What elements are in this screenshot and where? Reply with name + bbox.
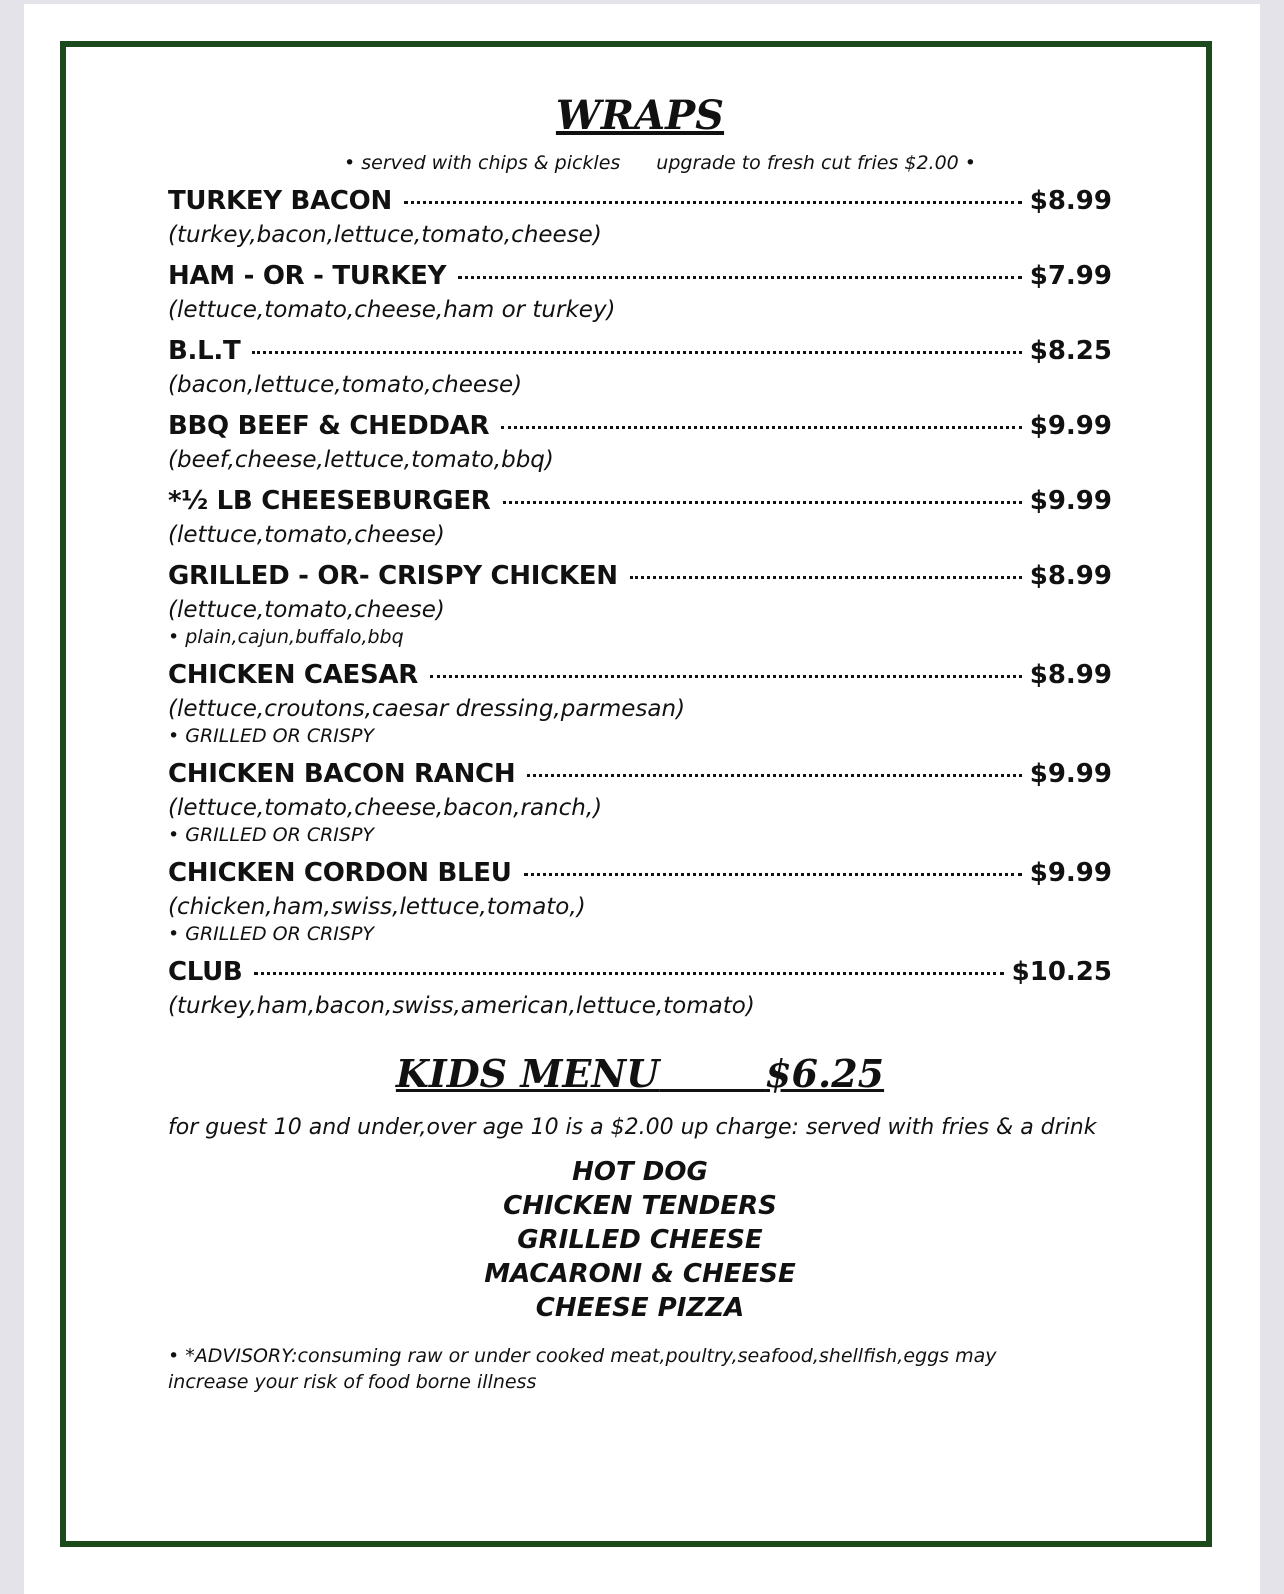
menu-item [168,660,1112,748]
item-name: BBQ BEEF & CHEDDAR [168,411,490,441]
menu-item [168,336,1112,400]
item-description: (lettuce,tomato,cheese,ham or turkey) [168,297,616,323]
item-name: B.L.T [168,336,241,366]
item-price: $9.99 [1029,486,1112,516]
dot-leader [458,276,1022,279]
menu-sheet [24,4,1260,1594]
item-price: $8.99 [1029,561,1112,591]
item-price: $8.99 [1029,186,1112,216]
menu-item [168,186,1112,250]
dot-leader [252,351,1021,354]
dot-leader [524,873,1022,876]
dot-leader [430,675,1022,678]
item-description: (turkey,ham,bacon,swiss,american,lettuce,tomato) [168,993,755,1019]
advisory-note: • *ADVISORY:consuming raw or under cooked meat,poultry,seafood,shellfish,eggs may increase your risk of food borne illness [168,1345,997,1393]
kids-item: GRILLED CHEESE [517,1225,763,1255]
menu-item [168,858,1112,946]
item-name: HAM - OR - TURKEY [168,261,447,291]
item-name: CHICKEN BACON RANCH [168,759,516,789]
item-name: CLUB [168,957,243,987]
dot-leader [630,576,1022,579]
menu-item [168,759,1112,847]
menu-item [168,486,1112,550]
menu-item [168,561,1112,649]
item-description: (turkey,bacon,lettuce,tomato,cheese) [168,222,602,248]
item-description: (beef,cheese,lettuce,tomato,bbq) [168,447,554,473]
dot-leader [501,426,1022,429]
item-description: (bacon,lettuce,tomato,cheese) [168,372,523,398]
kids-item: HOT DOG [572,1157,708,1187]
item-description: (lettuce,croutons,caesar dressing,parmesan) [168,696,686,722]
item-price: $8.25 [1029,336,1112,366]
item-description: (lettuce,tomato,cheese) [168,522,445,548]
item-note: • GRILLED OR CRISPY [168,923,375,945]
item-description: (lettuce,tomato,cheese,bacon,ranch,) [168,795,603,821]
item-price: $9.99 [1029,858,1112,888]
wraps-list [168,186,1112,1021]
item-note: • plain,cajun,buffalo,bbq [168,626,404,648]
item-name: CHICKEN CORDON BLEU [168,858,512,888]
dot-leader [404,201,1022,204]
item-price: $10.25 [1011,957,1112,987]
item-name: TURKEY BACON [168,186,392,216]
item-price: $7.99 [1029,261,1112,291]
kids-menu-price: $6.25 [765,1051,885,1096]
item-description: (chicken,ham,swiss,lettuce,tomato,) [168,894,586,920]
item-name: CHICKEN CAESAR [168,660,418,690]
item-note: • GRILLED OR CRISPY [168,725,375,747]
kids-item: MACARONI & CHEESE [484,1259,796,1289]
kids-menu-description: for guest 10 and under,over age 10 is a $2.00 up charge: served with fries & a drink [168,1115,1097,1140]
item-note: • GRILLED OR CRISPY [168,824,375,846]
kids-menu-list [168,1155,1112,1325]
wraps-title: WRAPS [555,92,725,139]
served-with-note: • served with chips & pickles [343,152,621,174]
menu-item [168,261,1112,325]
dot-leader [254,972,1003,975]
menu-item [168,411,1112,475]
kids-item: CHICKEN TENDERS [503,1191,777,1221]
kids-menu-title: KIDS MENU [395,1051,660,1096]
kids-item: CHEESE PIZZA [535,1293,745,1323]
menu-content [168,74,1112,1395]
wraps-subline [168,152,1112,174]
dot-leader [527,774,1021,777]
item-price: $8.99 [1029,660,1112,690]
item-name: GRILLED - OR- CRISPY CHICKEN [168,561,618,591]
kids-menu-heading [168,1049,1112,1099]
upgrade-note: upgrade to fresh cut fries $2.00 • [656,152,977,174]
dot-leader [503,501,1022,504]
item-description: (lettuce,tomato,cheese) [168,597,445,623]
item-price: $9.99 [1029,759,1112,789]
item-price: $9.99 [1029,411,1112,441]
item-name: *½ LB CHEESEBURGER [168,486,491,516]
menu-item [168,957,1112,1021]
